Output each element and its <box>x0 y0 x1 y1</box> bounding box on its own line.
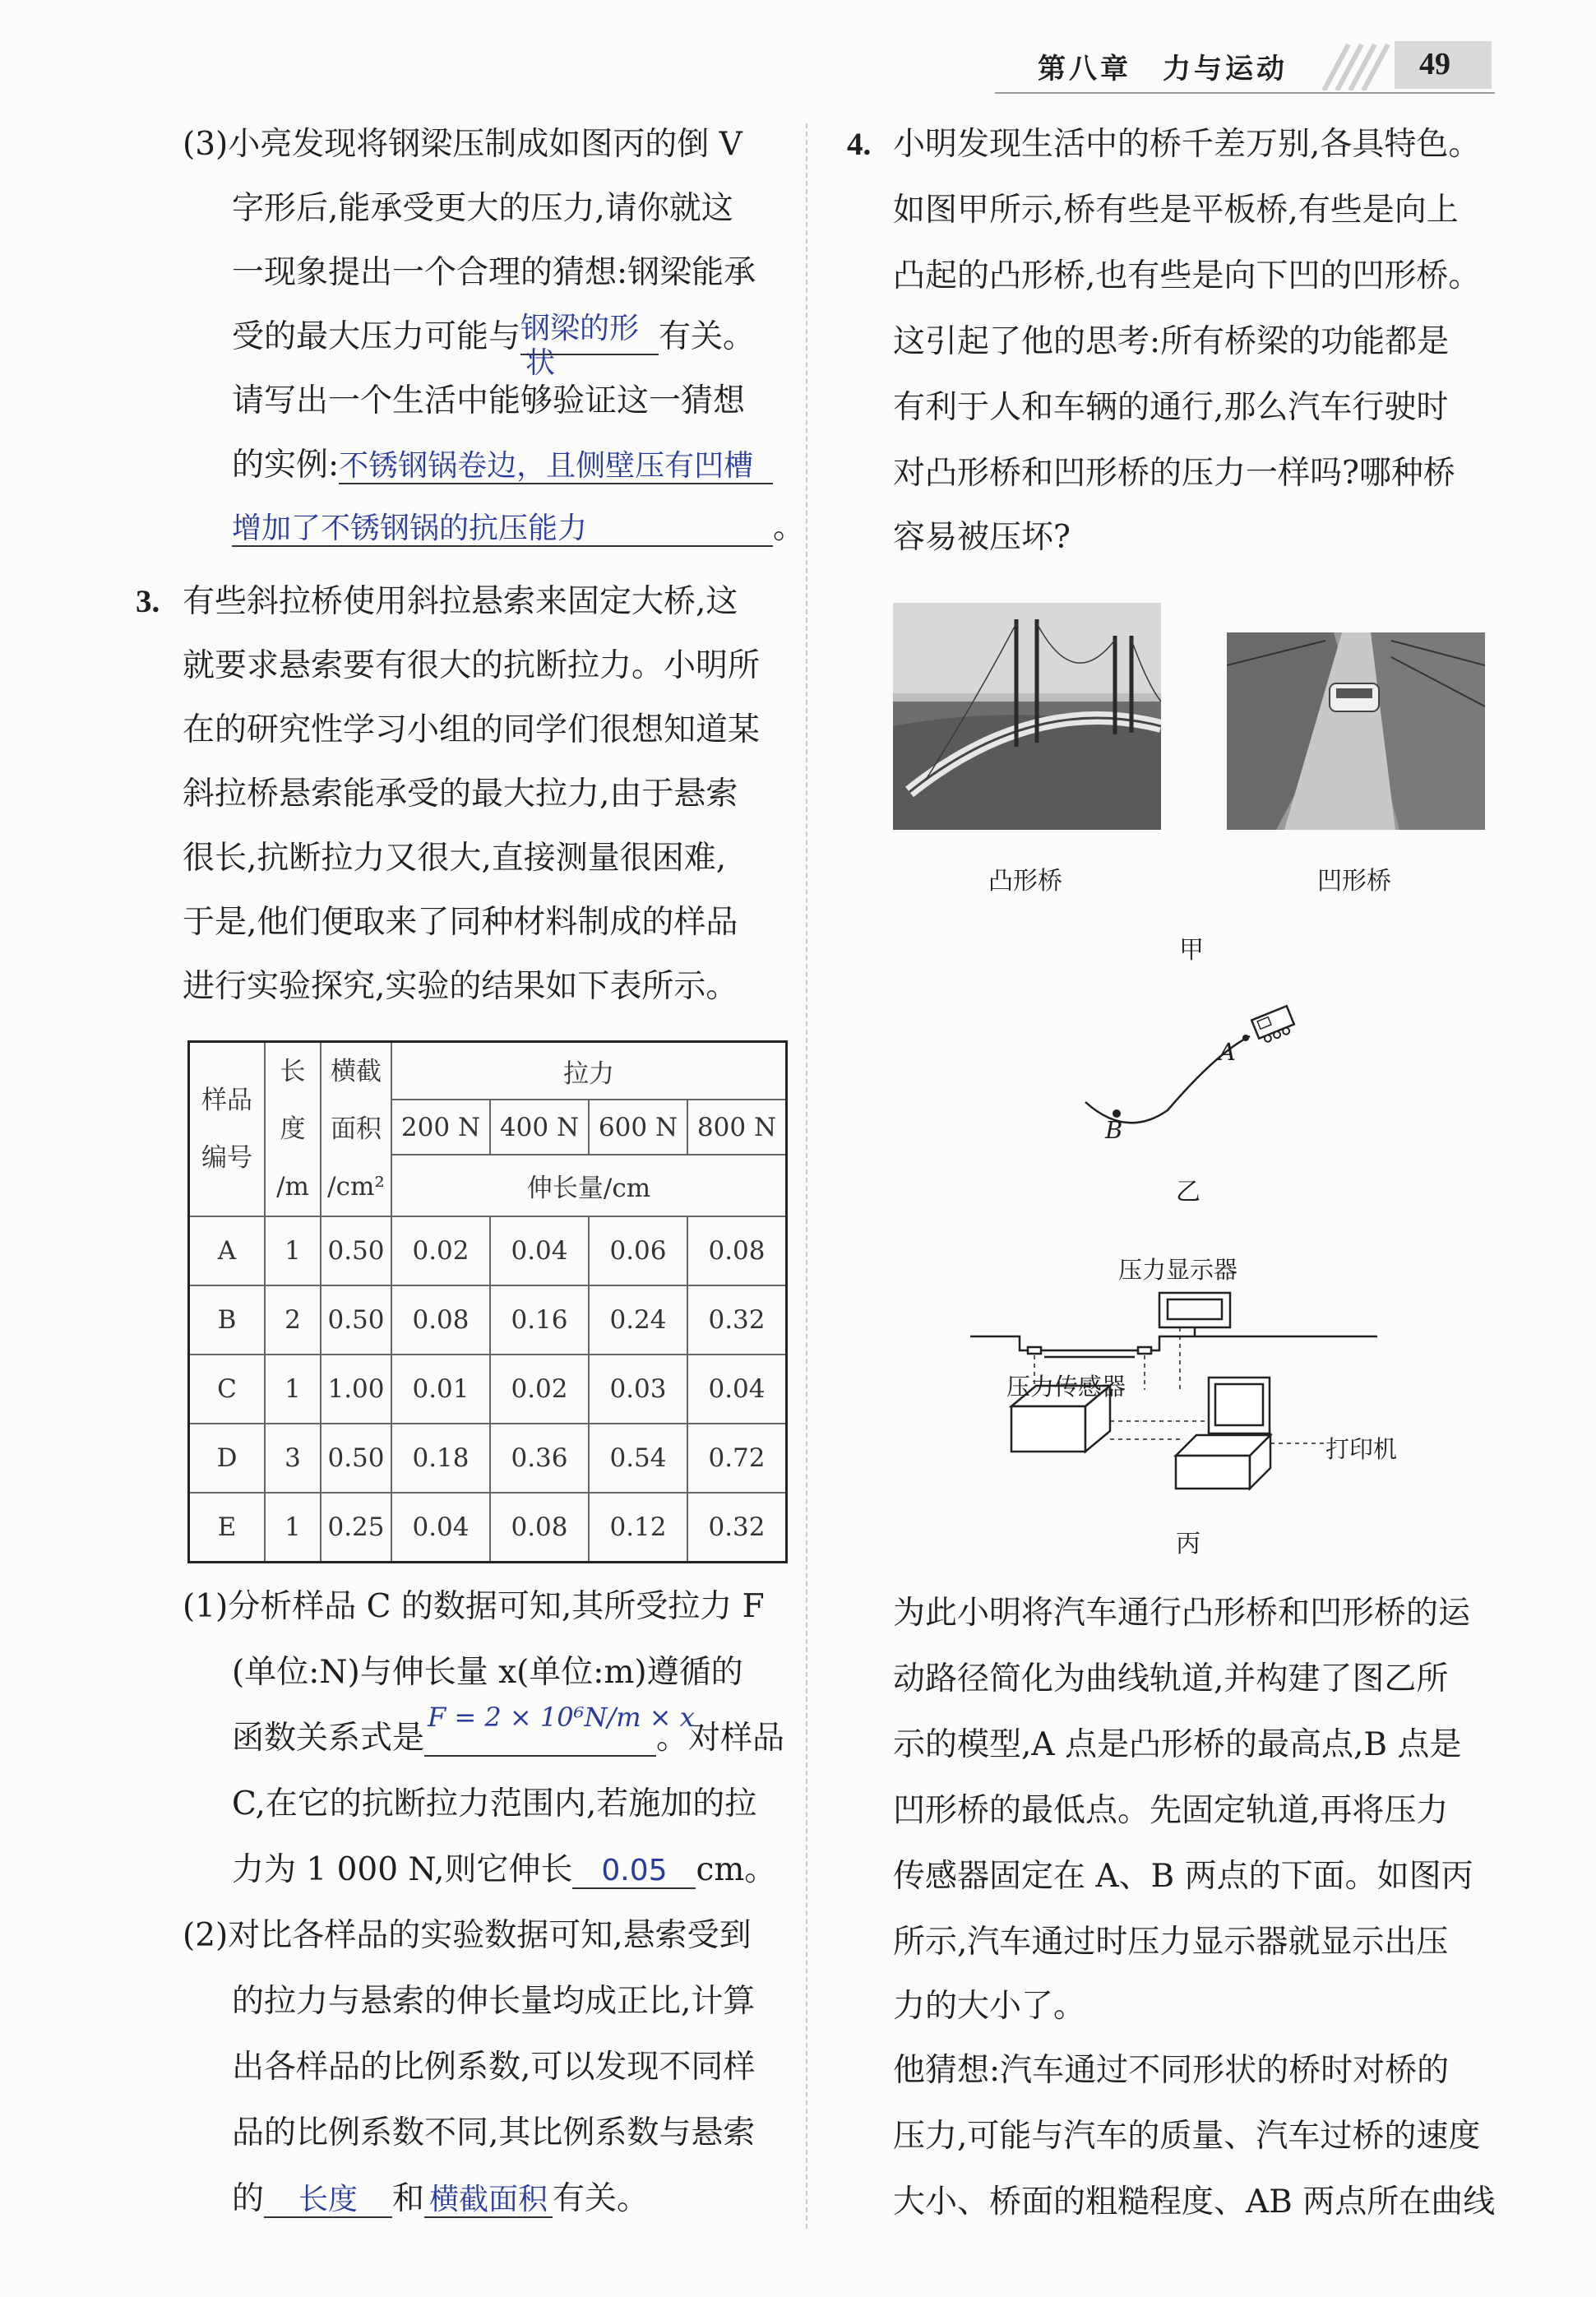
force-col: 800 N <box>687 1100 787 1155</box>
text-line: 就要求悬索要有很大的抗断拉力。小明所 <box>183 647 761 684</box>
text-line: 字形后,能承受更大的压力,请你就这 <box>232 190 733 227</box>
text-line: 品的比例系数不同,其比例系数与悬索 <box>232 2114 756 2151</box>
text-line: (单位:N)与伸长量 x(单位:m)遵循的 <box>232 1654 743 1691</box>
text-line: 这引起了他的思考:所有桥梁的功能都是 <box>893 323 1450 360</box>
figure-yi-label: 乙 <box>1176 1178 1200 1206</box>
text-line <box>232 446 773 485</box>
text-line: 压力,可能与汽车的质量、汽车过桥的速度 <box>893 2118 1481 2155</box>
concave-bridge-photo <box>1227 632 1485 830</box>
text-line: C,在它的抗断拉力范围内,若施加的拉 <box>232 1785 757 1822</box>
answer-blank <box>572 1854 696 1889</box>
table-row: B 2 0.50 0.08 0.16 0.24 0.32 <box>189 1285 787 1355</box>
header-area: 横截 面积 /cm² <box>321 1042 391 1217</box>
answer-blank <box>520 312 659 380</box>
text-line: 为此小明将汽车通行凸形桥和凹形桥的运 <box>893 1595 1471 1632</box>
figure-bing-label: 丙 <box>1176 1530 1200 1558</box>
text-line: 出各样品的比例系数,可以发现不同样 <box>232 2049 756 2086</box>
table-row: E 1 0.25 0.04 0.08 0.12 0.32 <box>189 1493 787 1562</box>
convex-bridge-caption: 凸形桥 <box>988 867 1062 896</box>
convex-bridge-photo <box>893 603 1161 830</box>
answer-blank <box>424 2183 553 2218</box>
handwritten-answer: 状 <box>525 346 556 380</box>
force-col: 600 N <box>589 1100 687 1155</box>
text-line: 的拉力与悬索的伸长量均成正比,计算 <box>232 1983 756 2020</box>
text-line: 有些斜拉桥使用斜拉悬索来固定大桥,这 <box>183 583 738 620</box>
handwritten-answer: 不锈钢锅卷边，且侧壁压有凹槽 <box>339 449 754 483</box>
answer-blank <box>264 2183 392 2218</box>
text-segment: 的实例: <box>232 447 340 484</box>
text-line: 如图甲所示,桥有些是平板桥,有些是向上 <box>893 192 1459 229</box>
text-line: 力为 1 000 N,则它伸长 0.05 cm。 <box>232 1851 777 1888</box>
force-col: 200 N <box>391 1100 490 1155</box>
handwritten-answer: 横截面积 <box>429 2183 548 2216</box>
text-line: 凹形桥的最低点。先固定轨道,再将压力 <box>893 1792 1449 1829</box>
handwritten-answer: 0.05 <box>601 1854 668 1887</box>
answer-blank <box>424 1702 695 1757</box>
text-segment: 。 <box>773 509 806 546</box>
text-line: 在的研究性学习小组的同学们很想知道某 <box>183 711 761 748</box>
text-line: 对凸形桥和凹形桥的压力一样吗?哪种桥 <box>893 455 1455 492</box>
text-line: 一现象提出一个合理的猜想:钢梁能承 <box>232 254 756 291</box>
text-line <box>232 312 756 380</box>
sensor-label: 压力传感器 <box>1006 1373 1126 1401</box>
chapter-title: 第八章 力与运动 <box>1038 53 1288 86</box>
point-a-label: A <box>1219 1038 1236 1066</box>
text-line: 大小、桥面的粗糙程度、AB 两点所在曲线 <box>893 2184 1496 2221</box>
text-line: 于是,他们便取来了同种材料制成的样品 <box>183 904 738 941</box>
text-line: 函数关系式是 F = 2 × 10⁶N/m × x 。对样品 <box>232 1702 785 1757</box>
printer-label: 打印机 <box>1325 1435 1398 1463</box>
handwritten-answer: 钢梁的形 <box>520 312 640 345</box>
text-line <box>232 508 805 548</box>
text-line: 进行实验探究,实验的结果如下表所示。 <box>183 968 738 1005</box>
text-line: 动路径简化为曲线轨道,并构建了图乙所 <box>893 1660 1449 1697</box>
header-extension: 伸长量/cm <box>391 1155 787 1216</box>
header-force: 拉力 <box>391 1042 787 1100</box>
text-segment: 有关。 <box>659 318 756 355</box>
text-line: (1)分析样品 C 的数据可知,其所受拉力 F <box>183 1588 765 1625</box>
answer-blank <box>232 512 773 547</box>
text-line: 斜拉桥悬索能承受的最大拉力,由于悬索 <box>183 776 738 813</box>
text-line: 凸起的凸形桥,也有些是向下凹的凹形桥。 <box>893 257 1481 294</box>
text-line: 请写出一个生活中能够验证这一猜想 <box>232 382 746 419</box>
header-length: 长 度 /m <box>265 1042 321 1217</box>
column-divider <box>806 123 807 2229</box>
text-line: 他猜想:汽车通过不同形状的桥时对桥的 <box>893 2052 1450 2089</box>
display-label: 压力显示器 <box>1118 1256 1238 1284</box>
text-line: 示的模型,A 点是凸形桥的最高点,B 点是 <box>893 1726 1462 1763</box>
answer-blank <box>339 449 773 484</box>
text-line: 容易被压坏? <box>893 519 1071 556</box>
force-col: 400 N <box>490 1100 589 1155</box>
text-line: 小明发现生活中的桥千差万别,各具特色。 <box>893 126 1481 163</box>
header-sample: 样品 编号 <box>189 1042 266 1217</box>
text-line: 所示,汽车通过时压力显示器就显示出压 <box>893 1924 1449 1961</box>
text-line: 力的大小了。 <box>893 1988 1086 2025</box>
page-number: 49 <box>1419 47 1450 81</box>
handwritten-answer: F = 2 × 10⁶N/m × x <box>428 1702 695 1733</box>
question-number: 4. <box>847 127 872 162</box>
text-line: 的 长度 和 横截面积 有关。 <box>232 2180 650 2217</box>
text-line: 有利于人和车辆的通行,那么汽车行驶时 <box>893 389 1449 426</box>
experiment-table <box>187 1040 788 1563</box>
concave-bridge-caption: 凹形桥 <box>1317 867 1391 896</box>
handwritten-answer: 长度 <box>298 2183 359 2216</box>
handwritten-answer: 增加了不锈钢锅的抗压能力 <box>232 512 588 545</box>
question-number: 3. <box>136 584 160 619</box>
text-segment: 受的最大压力可能与 <box>232 318 521 355</box>
table-row: A 1 0.50 0.02 0.04 0.06 0.08 <box>189 1216 787 1285</box>
table-row: C 1 1.00 0.01 0.02 0.03 0.04 <box>189 1355 787 1424</box>
text-line: 很长,抗断拉力又很大,直接测量很困难, <box>183 840 727 877</box>
figure-jia-label: 甲 <box>1179 936 1204 965</box>
text-line: (2)对比各样品的实验数据可知,悬索受到 <box>183 1917 752 1954</box>
text-line: 传感器固定在 A、B 两点的下面。如图丙 <box>893 1858 1473 1895</box>
table-row: D 3 0.50 0.18 0.36 0.54 0.72 <box>189 1424 787 1493</box>
text-line: (3)小亮发现将钢梁压制成如图丙的倒 V <box>183 126 742 163</box>
point-b-label: B <box>1105 1116 1123 1144</box>
header-rule <box>995 92 1495 94</box>
